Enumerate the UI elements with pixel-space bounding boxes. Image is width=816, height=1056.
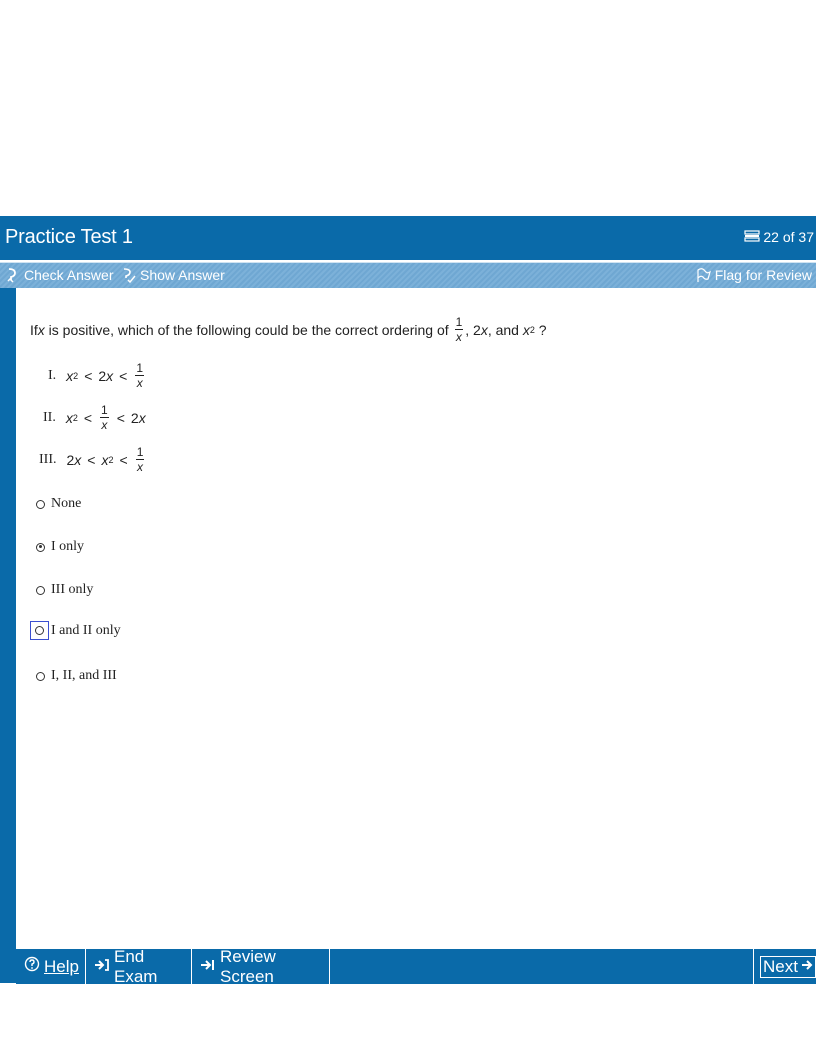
show-answer-label: Show Answer	[140, 267, 225, 283]
fraction-one-over-x	[135, 362, 144, 389]
focus-ring	[30, 621, 49, 640]
option-i-only[interactable]	[36, 539, 84, 555]
stack-icon	[744, 229, 760, 245]
term-x: x	[66, 367, 74, 384]
statement-numeral: I.	[48, 367, 57, 383]
term-x: x	[65, 409, 73, 426]
option-label: I only	[51, 539, 85, 554]
radio-button[interactable]	[36, 672, 45, 681]
flag-icon	[695, 267, 711, 283]
statement-1	[48, 362, 146, 389]
question-panel	[16, 288, 816, 948]
option-label: I and II only	[51, 622, 121, 638]
review-screen-icon	[200, 957, 216, 977]
radio-button[interactable]	[35, 626, 44, 635]
term-exp: 2	[73, 370, 79, 381]
counter-text: 22 of 37	[763, 229, 814, 245]
less-than: <	[84, 367, 93, 384]
left-border	[0, 288, 16, 983]
flag-for-review-button[interactable]	[695, 267, 812, 283]
next-focus-box	[760, 956, 816, 978]
review-screen-label: Review Screen	[220, 946, 276, 986]
fraction-one-over-x	[455, 316, 464, 343]
toolbar	[0, 262, 816, 289]
footer-bar	[16, 948, 816, 984]
arrow-right-icon	[801, 957, 813, 977]
option-none[interactable]	[36, 496, 81, 512]
fraction-denominator: x	[101, 418, 108, 432]
option-i-ii-and-iii[interactable]	[36, 668, 117, 684]
end-exam-icon	[94, 957, 110, 977]
statement-expression	[66, 404, 146, 431]
radio-button-selected[interactable]	[36, 543, 45, 552]
radio-button[interactable]	[36, 500, 45, 509]
option-label: None	[51, 496, 82, 511]
question-var-3: x	[522, 321, 530, 338]
term-x: x	[106, 367, 114, 384]
page-title: Practice Test 1	[5, 226, 133, 248]
check-answer-button[interactable]	[6, 267, 113, 283]
radio-button[interactable]	[36, 586, 45, 595]
term-exp: 2	[72, 412, 78, 423]
end-exam-button[interactable]	[86, 946, 192, 986]
check-icon	[6, 267, 20, 283]
question-middle: is positive, which of the following could be the correct ordering of	[44, 321, 453, 338]
term-two: 2	[66, 451, 75, 468]
question-var: x	[37, 321, 45, 338]
term-x: x	[74, 451, 82, 468]
term-two: 2	[98, 367, 107, 384]
term-x: x	[101, 451, 109, 468]
option-i-and-ii-only[interactable]	[36, 621, 121, 640]
statement-2	[43, 404, 146, 431]
question-var-2: x	[480, 321, 488, 338]
option-label: I, II, and III	[51, 668, 117, 683]
fraction-denominator: x	[137, 460, 144, 474]
fraction-one-over-x	[100, 404, 109, 431]
option-label: III only	[51, 582, 94, 597]
title-bar	[0, 216, 816, 260]
statement-numeral: II.	[43, 409, 56, 425]
less-than: <	[119, 451, 128, 468]
end-exam-label: End Exam	[114, 946, 158, 986]
statement-3	[39, 446, 146, 473]
option-iii-only[interactable]	[36, 582, 93, 598]
fraction-numerator: 1	[455, 315, 463, 329]
statement-expression	[66, 362, 146, 389]
less-than: <	[83, 409, 93, 426]
check-answer-label: Check Answer	[24, 267, 114, 283]
less-than: <	[87, 451, 96, 468]
next-label: Next	[763, 956, 798, 976]
help-button[interactable]	[16, 949, 86, 984]
question-text	[30, 316, 547, 343]
question-end: ?	[534, 321, 547, 338]
term-x: x	[138, 409, 146, 426]
fraction-denominator: x	[136, 376, 143, 390]
fraction-numerator: 1	[136, 445, 144, 459]
question-two: , 2	[465, 321, 481, 338]
show-answer-icon	[120, 267, 136, 283]
help-icon	[24, 956, 40, 977]
show-answer-button[interactable]	[120, 267, 225, 283]
help-label: Help	[44, 956, 79, 976]
question-counter	[744, 229, 814, 245]
statement-numeral: III.	[39, 451, 57, 467]
term-exp: 2	[108, 454, 114, 465]
fraction-numerator: 1	[136, 361, 144, 375]
less-than: <	[119, 367, 128, 384]
review-screen-button[interactable]	[192, 946, 330, 986]
less-than: <	[116, 409, 125, 426]
exam-window	[0, 216, 816, 986]
flag-for-review-label: Flag for Review	[714, 267, 812, 283]
fraction-numerator: 1	[101, 403, 108, 417]
question-exponent: 2	[529, 324, 535, 335]
question-and: , and	[487, 321, 523, 338]
term-two: 2	[130, 409, 139, 426]
next-button[interactable]	[753, 949, 816, 984]
statement-expression	[67, 446, 147, 473]
fraction-denominator: x	[455, 330, 462, 344]
fraction-one-over-x	[136, 446, 145, 473]
question-prefix: If	[30, 321, 38, 338]
